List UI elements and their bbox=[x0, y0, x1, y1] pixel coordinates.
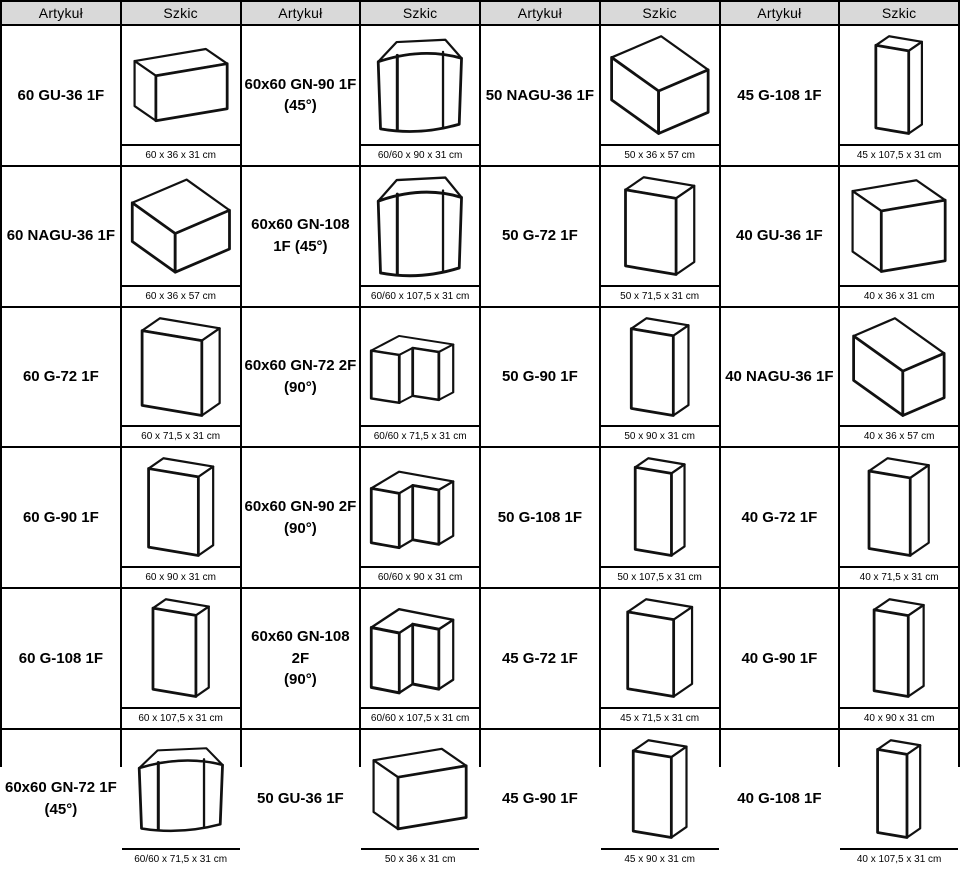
sketch-cell bbox=[840, 26, 958, 165]
article-cell bbox=[2, 589, 120, 728]
article-code-line: 1F (45°) bbox=[273, 238, 328, 256]
article-cell bbox=[721, 589, 839, 728]
header-szkic: Szkic bbox=[601, 2, 719, 24]
article-cell bbox=[242, 167, 360, 306]
sketch-dimensions: 45 x 107,5 x 31 cm bbox=[840, 144, 958, 165]
article-code-line: 60x60 GN-90 1F bbox=[244, 75, 357, 93]
cabinet-sketch bbox=[361, 167, 479, 285]
sketch-cell bbox=[840, 448, 958, 587]
sketch-cell bbox=[840, 730, 958, 869]
sketch-cell bbox=[122, 167, 240, 306]
article-code-line: 60 G-108 1F bbox=[18, 649, 103, 667]
sketch-cell bbox=[361, 26, 479, 165]
article-cell bbox=[242, 308, 360, 447]
article-cell bbox=[481, 448, 599, 587]
sketch-cell bbox=[361, 308, 479, 447]
sketch-cell bbox=[122, 448, 240, 587]
article-cell bbox=[721, 167, 839, 306]
cabinet-sketch-drawing bbox=[602, 309, 718, 425]
article-cell bbox=[481, 26, 599, 165]
article-code-line: 60x60 GN-108 bbox=[251, 627, 350, 645]
cabinet-sketch-drawing bbox=[123, 168, 239, 284]
cabinet-sketch-drawing bbox=[123, 731, 239, 847]
cabinet-sketch-drawing bbox=[602, 449, 718, 565]
header-artykul: Artykuł bbox=[481, 2, 599, 24]
article-cell bbox=[2, 167, 120, 306]
cabinet-sketch bbox=[840, 26, 958, 144]
article-code-line: 60x60 GN-72 2F bbox=[244, 357, 357, 375]
cabinet-sketch bbox=[840, 308, 958, 426]
article-code-line: 50 G-72 1F bbox=[501, 227, 578, 245]
sketch-cell bbox=[601, 589, 719, 728]
sketch-cell bbox=[122, 308, 240, 447]
cabinet-sketch-drawing bbox=[841, 27, 957, 143]
cabinet-sketch-drawing bbox=[123, 309, 239, 425]
sketch-dimensions: 50 x 107,5 x 31 cm bbox=[601, 566, 719, 587]
article-cell bbox=[242, 730, 360, 869]
article-code-line: (90°) bbox=[284, 378, 317, 396]
cabinet-sketch-drawing bbox=[841, 168, 957, 284]
cabinet-sketch-drawing bbox=[602, 27, 718, 143]
sketch-dimensions: 60/60 x 71,5 x 31 cm bbox=[361, 425, 479, 446]
article-cell bbox=[721, 308, 839, 447]
article-code-line: 60x60 GN-90 2F bbox=[244, 497, 357, 515]
sketch-dimensions: 40 x 36 x 31 cm bbox=[840, 285, 958, 306]
article-cell bbox=[721, 448, 839, 587]
header-szkic: Szkic bbox=[122, 2, 240, 24]
header-szkic: Szkic bbox=[840, 2, 958, 24]
article-code-line: (45°) bbox=[284, 97, 317, 115]
article-code-line: 40 G-72 1F bbox=[741, 508, 818, 526]
sketch-dimensions: 60 x 107,5 x 31 cm bbox=[122, 707, 240, 728]
sketch-dimensions: 60 x 36 x 31 cm bbox=[122, 144, 240, 165]
sketch-cell bbox=[601, 26, 719, 165]
sketch-dimensions: 60 x 36 x 57 cm bbox=[122, 285, 240, 306]
sketch-cell bbox=[840, 167, 958, 306]
article-cell bbox=[2, 730, 120, 869]
article-cell bbox=[242, 589, 360, 728]
sketch-dimensions: 40 x 90 x 31 cm bbox=[840, 707, 958, 728]
article-code-line: 60 G-72 1F bbox=[22, 368, 99, 385]
article-cell bbox=[721, 730, 839, 869]
article-code-line: 60x60 GN-108 bbox=[251, 216, 350, 234]
sketch-cell bbox=[122, 730, 240, 869]
cabinet-sketch bbox=[122, 589, 240, 707]
sketch-dimensions: 60 x 90 x 31 cm bbox=[122, 566, 240, 587]
cabinet-sketch-drawing bbox=[362, 590, 478, 706]
sketch-dimensions: 45 x 90 x 31 cm bbox=[601, 848, 719, 869]
cabinet-sketch-drawing bbox=[123, 449, 239, 565]
cabinet-sketch bbox=[361, 448, 479, 566]
sketch-cell bbox=[601, 730, 719, 869]
article-code-line: 50 G-90 1F bbox=[501, 368, 578, 385]
sketch-dimensions: 60/60 x 71,5 x 31 cm bbox=[122, 848, 240, 869]
sketch-dimensions: 50 x 71,5 x 31 cm bbox=[601, 285, 719, 306]
article-cell bbox=[2, 448, 120, 587]
cabinet-sketch-drawing bbox=[362, 309, 478, 425]
cabinet-sketch bbox=[122, 26, 240, 144]
article-cell bbox=[481, 730, 599, 869]
sketch-dimensions: 40 x 71,5 x 31 cm bbox=[840, 566, 958, 587]
cabinet-sketch bbox=[601, 167, 719, 285]
header-szkic: Szkic bbox=[361, 2, 479, 24]
cabinet-sketch bbox=[601, 589, 719, 707]
sketch-dimensions: 60/60 x 107,5 x 31 cm bbox=[361, 285, 479, 306]
sketch-cell bbox=[361, 730, 479, 869]
article-code-line: 40 NAGU-36 1F bbox=[725, 368, 834, 385]
sketch-cell bbox=[840, 308, 958, 447]
sketch-cell bbox=[361, 167, 479, 306]
sketch-dimensions: 45 x 71,5 x 31 cm bbox=[601, 707, 719, 728]
article-cell bbox=[721, 26, 839, 165]
sketch-cell bbox=[601, 448, 719, 587]
sketch-cell bbox=[840, 589, 958, 728]
article-code-line: 40 G-90 1F bbox=[741, 649, 818, 667]
article-code-line: 40 G-108 1F bbox=[737, 790, 822, 808]
cabinet-sketch-drawing bbox=[362, 449, 478, 565]
article-code-line: 50 NAGU-36 1F bbox=[485, 86, 595, 104]
article-cell bbox=[242, 26, 360, 165]
article-code-line: 40 GU-36 1F bbox=[736, 227, 823, 245]
article-cell bbox=[481, 167, 599, 306]
cabinet-sketch bbox=[601, 730, 719, 848]
sketch-dimensions: 40 x 107,5 x 31 cm bbox=[840, 848, 958, 869]
cabinet-sketch bbox=[122, 308, 240, 426]
article-code-line: (45°) bbox=[44, 801, 78, 819]
article-cell bbox=[2, 308, 120, 447]
cabinet-sketch-drawing bbox=[123, 27, 239, 143]
sketch-dimensions: 60/60 x 90 x 31 cm bbox=[361, 144, 479, 165]
article-code-line: 50 GU-36 1F bbox=[257, 790, 344, 808]
sketch-cell bbox=[361, 448, 479, 587]
sketch-cell bbox=[122, 26, 240, 165]
cabinet-sketch bbox=[361, 589, 479, 707]
cabinet-sketch-drawing bbox=[841, 309, 957, 425]
sketch-dimensions: 50 x 36 x 57 cm bbox=[601, 144, 719, 165]
cabinet-sketch bbox=[361, 26, 479, 144]
sketch-dimensions: 50 x 90 x 31 cm bbox=[601, 425, 719, 446]
sketch-dimensions: 60/60 x 90 x 31 cm bbox=[361, 566, 479, 587]
sketch-dimensions: 40 x 36 x 57 cm bbox=[840, 425, 958, 446]
cabinet-sketch bbox=[840, 730, 958, 848]
article-code-line: 2F bbox=[291, 649, 310, 667]
cabinet-sketch-drawing bbox=[602, 590, 718, 706]
cabinet-sketch bbox=[361, 308, 479, 426]
cabinet-sketch bbox=[122, 730, 240, 848]
article-code-line: (90°) bbox=[284, 519, 317, 537]
article-code-line: 45 G-72 1F bbox=[501, 649, 578, 667]
sketch-dimensions: 60 x 71,5 x 31 cm bbox=[122, 425, 240, 446]
article-code-line: 45 G-90 1F bbox=[501, 790, 578, 808]
cabinet-sketch bbox=[840, 167, 958, 285]
cabinet-sketch bbox=[840, 448, 958, 566]
header-artykul: Artykuł bbox=[721, 2, 839, 24]
article-cell bbox=[242, 448, 360, 587]
cabinet-sketch bbox=[122, 448, 240, 566]
cabinet-sketch-drawing bbox=[362, 731, 478, 847]
cabinet-sketch-drawing bbox=[841, 590, 957, 706]
article-code-line: (90°) bbox=[284, 671, 317, 689]
header-artykul: Artykuł bbox=[242, 2, 360, 24]
cabinet-sketch-drawing bbox=[602, 168, 718, 284]
cabinet-sketch bbox=[840, 589, 958, 707]
article-cell bbox=[481, 308, 599, 447]
article-code-line: 60x60 GN-72 1F bbox=[5, 779, 117, 797]
cabinet-sketch-drawing bbox=[362, 168, 478, 284]
article-code-line: 60 G-90 1F bbox=[22, 508, 99, 526]
sketch-cell bbox=[361, 589, 479, 728]
cabinet-sketch-drawing bbox=[841, 449, 957, 565]
sketch-cell bbox=[601, 167, 719, 306]
cabinet-sketch bbox=[601, 448, 719, 566]
article-code-line: 50 G-108 1F bbox=[497, 508, 582, 526]
sketch-dimensions: 60/60 x 107,5 x 31 cm bbox=[361, 707, 479, 728]
cabinet-sketch-drawing bbox=[841, 731, 957, 847]
sketch-dimensions: 50 x 36 x 31 cm bbox=[361, 848, 479, 869]
article-cell bbox=[481, 589, 599, 728]
article-code-line: 45 G-108 1F bbox=[737, 86, 822, 104]
cabinet-sketch bbox=[601, 26, 719, 144]
cabinet-sketch-drawing bbox=[602, 731, 718, 847]
sketch-cell bbox=[122, 589, 240, 728]
article-code-line: 60 NAGU-36 1F bbox=[6, 227, 116, 245]
cabinet-sketch-drawing bbox=[362, 27, 478, 143]
cabinet-sketch-drawing bbox=[123, 590, 239, 706]
article-code-line: 60 GU-36 1F bbox=[17, 86, 105, 104]
cabinet-sketch bbox=[122, 167, 240, 285]
sketch-cell bbox=[601, 308, 719, 447]
cabinet-sketch bbox=[361, 730, 479, 848]
article-cell bbox=[2, 26, 120, 165]
cabinet-sketch bbox=[601, 308, 719, 426]
header-artykul: Artykuł bbox=[2, 2, 120, 24]
